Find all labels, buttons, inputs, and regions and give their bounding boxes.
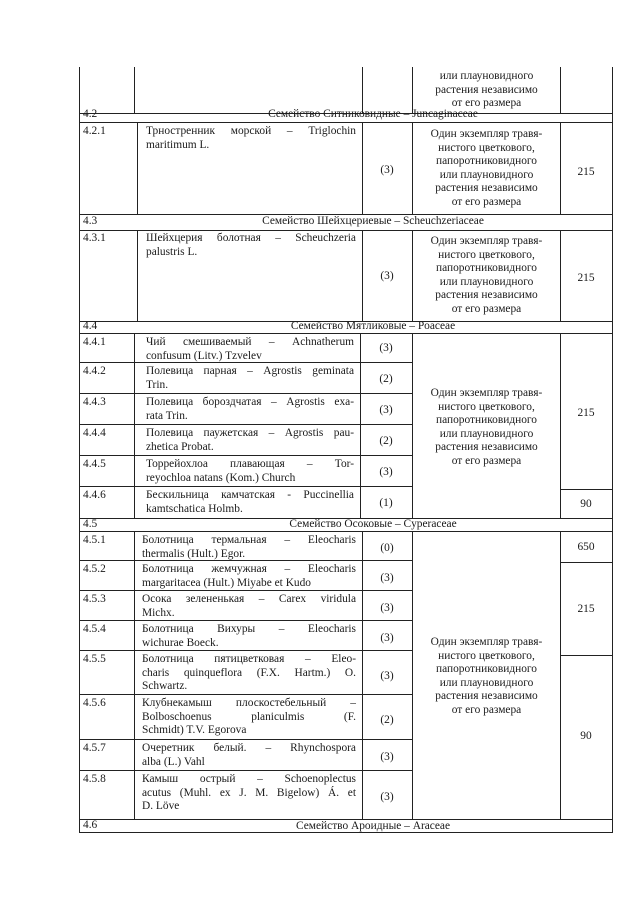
description-line: Один экземпляр травя-	[430, 636, 543, 648]
category: (1)	[379, 497, 393, 509]
species-line: Болотница термальная – Eleocharis	[142, 534, 356, 546]
description-line: растения независимо	[435, 690, 538, 703]
species-name	[146, 336, 354, 363]
description-line: от его размера	[451, 195, 522, 208]
category: (3)	[379, 342, 393, 354]
category: (2)	[379, 373, 393, 385]
row-number: 4.4.1	[83, 336, 106, 348]
species-line: margaritacea (Hult.) Miyabe et Kudo	[142, 576, 312, 589]
row-number: 4.5.5	[83, 653, 106, 665]
species-name	[142, 653, 356, 694]
species-line: Камыш острый – Schoenoplectus	[142, 773, 356, 785]
species-line: palustris L.	[146, 245, 198, 258]
description-line: или плауновидного	[439, 275, 534, 288]
species-line: rata Trin.	[146, 409, 188, 422]
family-title: Семейство Осоковые – Cyperaceae	[289, 518, 457, 530]
species-line: Bolboschoenus planiculmis (F.	[142, 710, 356, 723]
species-line: Michx.	[142, 606, 175, 619]
description-line: растения независимо	[435, 83, 538, 96]
species-line: Полевица бороздчатая – Agrostis exa-	[146, 396, 354, 408]
species-line: wichurae Boeck.	[142, 636, 219, 649]
description-line: папоротниковидного	[436, 155, 537, 168]
species-name	[142, 623, 356, 650]
species-line: Торрейохлоа плавающая – Tor-	[146, 458, 354, 470]
description-line: нистого цветкового,	[438, 248, 535, 261]
species-name	[146, 489, 354, 516]
description-line: папоротниковидного	[436, 414, 537, 427]
species-line: acutus (Muhl. ex J. M. Bigelow) Á. et	[142, 786, 356, 799]
price: 90	[580, 498, 592, 510]
species-name	[146, 232, 356, 259]
description-line: или плауновидного	[439, 168, 534, 181]
species-line: alba (L.) Vahl	[142, 755, 205, 768]
description-line: от его размера	[451, 454, 522, 467]
price: 650	[577, 541, 595, 553]
category: (3)	[380, 572, 394, 584]
description-line: нистого цветкового,	[438, 649, 535, 662]
row-number: 4.5.7	[83, 742, 106, 754]
description-line: или плауновидного	[439, 427, 534, 440]
family-number: 4.3	[83, 215, 98, 227]
price: 215	[577, 166, 595, 178]
description-line: или плауновидного	[439, 70, 534, 82]
species-line: Шейхцерия болотная – Scheuchzeria	[146, 232, 356, 244]
description-line: от его размера	[451, 703, 522, 716]
category: (3)	[380, 164, 394, 176]
row-number: 4.5.4	[83, 623, 106, 635]
family-title: Семейство Мятликовые – Poaceae	[290, 320, 456, 332]
description-cell	[412, 70, 561, 111]
row-number: 4.2.1	[83, 125, 106, 137]
description-line: нистого цветкового,	[438, 400, 535, 413]
species-name	[146, 365, 354, 392]
species-line: Очеретник белый. – Rhynchospora	[142, 742, 356, 754]
species-line: Чий смешиваемый – Achnatherum	[146, 336, 354, 348]
species-name	[146, 458, 354, 485]
description-line: растения независимо	[435, 441, 538, 454]
species-name	[142, 697, 356, 738]
row-number: 4.4.2	[83, 365, 106, 377]
category: (3)	[380, 670, 394, 682]
description-cell	[412, 128, 561, 210]
species-name	[146, 427, 354, 454]
species-line: confusum (Litv.) Tzvelev	[146, 349, 262, 362]
family-number: 4.6	[83, 819, 98, 831]
description-cell	[412, 235, 561, 317]
description-line: от его размера	[451, 97, 522, 110]
species-name	[142, 742, 356, 769]
category: (3)	[380, 602, 394, 614]
species-name	[142, 593, 356, 620]
description-line: Один экземпляр травя-	[430, 235, 543, 247]
description-line: растения независимо	[435, 289, 538, 302]
species-name	[142, 773, 356, 814]
row-number: 4.5.3	[83, 593, 106, 605]
description-line: растения независимо	[435, 182, 538, 195]
species-line: thermalis (Hult.) Egor.	[142, 547, 246, 560]
family-title: Семейство Ситниковидные – Juncaginaceae	[268, 108, 478, 120]
row-number: 4.4.6	[83, 489, 106, 501]
description-cell	[412, 387, 561, 469]
family-title: Семейство Ароидные – Araceae	[295, 820, 451, 832]
species-line: Полевица парная – Agrostis geminata	[146, 365, 354, 377]
species-line: Schmidt) T.V. Egorova	[142, 724, 247, 737]
description-line: нистого цветкового,	[438, 141, 535, 154]
row-number: 4.5.6	[83, 697, 106, 709]
description-cell	[412, 636, 561, 718]
row-number: 4.5.1	[83, 534, 106, 546]
category: (3)	[379, 466, 393, 478]
description-line: или плауновидного	[439, 676, 534, 689]
species-name	[146, 396, 354, 423]
species-line: Trin.	[146, 378, 169, 391]
species-line: D. Löve	[142, 800, 180, 813]
description-line: от его размера	[451, 302, 522, 315]
species-name	[142, 534, 356, 561]
species-line: Болотница Вихуры – Eleocharis	[142, 623, 356, 635]
price: 90	[580, 730, 592, 742]
price: 215	[577, 603, 595, 615]
price: 215	[577, 272, 595, 284]
row-number: 4.5.2	[83, 563, 106, 575]
row-number: 4.4.4	[83, 427, 106, 439]
description-line: Один экземпляр травя-	[430, 128, 543, 140]
species-line: reyochloa natans (Kom.) Church	[146, 471, 296, 484]
species-line: maritimum L.	[146, 138, 210, 151]
row-number: 4.5.8	[83, 773, 106, 785]
family-title: Семейство Шейхцериевые – Scheuchzeriaceae	[262, 215, 484, 227]
species-line: Болотница пятицветковая – Eleo-	[142, 653, 356, 665]
category: (3)	[379, 404, 393, 416]
category: (3)	[380, 270, 394, 282]
category: (2)	[380, 714, 394, 726]
species-name	[146, 125, 356, 152]
family-number: 4.4	[83, 320, 98, 332]
category: (2)	[379, 435, 393, 447]
category: (3)	[380, 751, 394, 763]
category: (0)	[380, 542, 394, 554]
category: (3)	[380, 791, 394, 803]
description-line: папоротниковидного	[436, 663, 537, 676]
row-number: 4.4.3	[83, 396, 106, 408]
species-line: charis quinqueflora (F.X. Hartm.) O.	[142, 666, 356, 679]
species-line: Осока зелененькая – Carex viridula	[142, 593, 356, 605]
species-name	[142, 563, 356, 590]
species-line: Трностренник морской – Triglochin	[146, 125, 356, 137]
description-line: Один экземпляр травя-	[430, 387, 543, 399]
species-line: Schwartz.	[142, 680, 188, 693]
row-number: 4.3.1	[83, 232, 106, 244]
species-line: zhetica Probat.	[146, 440, 214, 453]
species-line: Бескильница камчатская - Puccinellia	[146, 489, 354, 501]
category: (3)	[380, 632, 394, 644]
description-line: папоротниковидного	[436, 262, 537, 275]
family-number: 4.2	[83, 108, 98, 120]
species-line: Болотница жемчужная – Eleocharis	[142, 563, 356, 575]
row-number: 4.4.5	[83, 458, 106, 470]
species-line: Полевица паужетская – Agrostis pau-	[146, 427, 354, 439]
price: 215	[577, 407, 595, 419]
species-line: kamtschatica Holmb.	[146, 502, 243, 515]
species-line: Клубнекамыш плоскостебельный –	[142, 697, 356, 709]
family-number: 4.5	[83, 518, 98, 530]
